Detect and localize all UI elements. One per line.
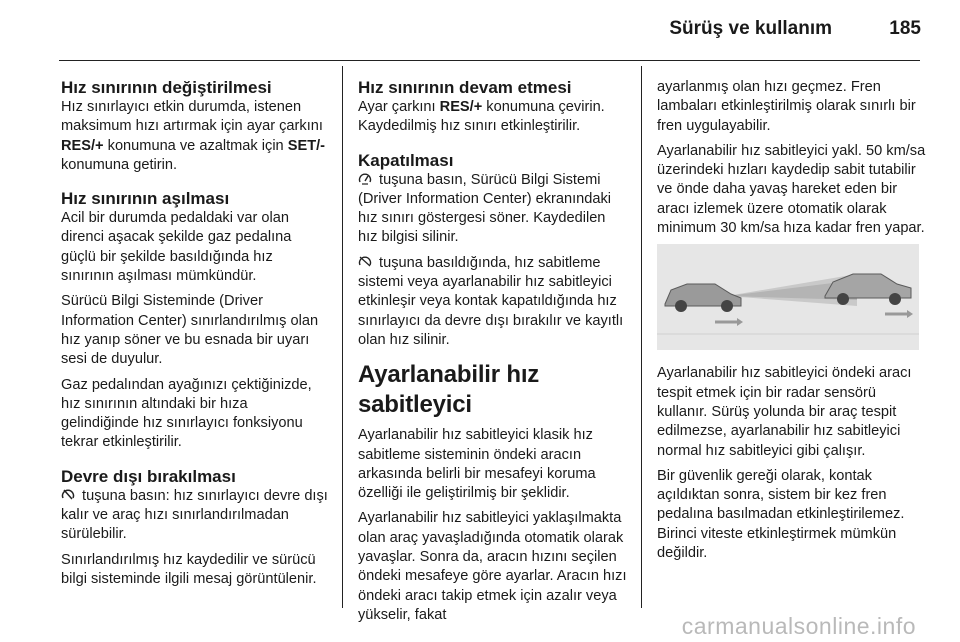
paragraph: Bir güvenlik gereği olarak, kontak açıldıktan sonra, sistem bir kez fren pedalına basılmadan etkinleştirilemez. Birinci viteste etkinleştirmek mümkün değildir. xyxy=(657,467,905,562)
speed-limiter-icon xyxy=(358,172,372,185)
paragraph xyxy=(61,98,329,175)
text: tuşuna basın: hız sınırlayıcı devre dışı kalır ve araç hızı sınırlandırılmadan sürülebilir. xyxy=(61,487,328,543)
text: konumuna çevirin. Kaydedilmiş hız sınırı etkinleştirilir. xyxy=(358,99,605,135)
heading-limit-resume: Hız sınırının devam etmesi xyxy=(358,78,572,97)
text: Hız sınırlayıcı etkin durumda, istenen maksimum hızı artırmak için ayar çarkını xyxy=(61,99,323,135)
heading-limit-exceed: Hız sınırının aşılması xyxy=(61,189,230,209)
speedometer-cancel-icon xyxy=(61,488,75,501)
column-1 xyxy=(61,78,329,595)
text: konumuna getirin. xyxy=(61,156,178,173)
text: Ayar çarkını xyxy=(358,99,440,115)
text-bold: SET/- xyxy=(287,137,326,154)
text-bold: RES/+ xyxy=(61,137,104,154)
paragraph xyxy=(358,171,628,248)
column-2 xyxy=(358,78,628,631)
paragraph: Ayarlanabilir hız sabitleyici klasik hız sabitleme sisteminin öndeki aracın arkasında belirli bir mesafeyi koruma özelliği ile geliştirilmiş bir şeklidir. xyxy=(358,427,596,502)
paragraph xyxy=(358,254,628,350)
column-divider-left xyxy=(342,66,343,608)
column-divider-right xyxy=(641,66,642,608)
cruise-off-icon xyxy=(358,255,372,268)
column-3 xyxy=(657,78,927,569)
paragraph: Gaz pedalından ayağınızı çektiğinizde, hız sınırının altındaki bir hıza gelindiğinde hız sınırlayıcı fonksiyonu tekrar etkinleştirilir. xyxy=(61,376,312,451)
header-rule xyxy=(59,60,920,61)
watermark: carmanualsonline.info xyxy=(681,613,916,639)
page-header-title: Sürüş ve kullanım xyxy=(669,18,832,39)
heading-deactivation: Devre dışı bırakılması xyxy=(61,466,236,486)
paragraph xyxy=(358,98,628,137)
paragraph: Acil bir durumda pedaldaki var olan direnci aşacak şekilde gaz pedalına güçlü bir şekilde basıldığında hız sınırının aşılması mümkündür. xyxy=(61,210,292,285)
radar-illustration xyxy=(657,244,919,350)
paragraph: Ayarlanabilir hız sabitleyici yaklaşılmakta olan araç yavaşladığında otomatik olarak yavaşlar. Sonra da, aracın hızını seçilen öndeki mesafeye göre ayarlar. Aracın hızı öndeki aracı takip etmek için azalır veya yükselir, fakat xyxy=(358,510,627,623)
heading-limit-change: Hız sınırının değiştirilmesi xyxy=(61,78,272,97)
text: tuşuna basıldığında, hız sabitleme sistemi veya ayarlanabilir hız sabitleyici etkinleşir veya kontak kapatıldığında hız sınırlayıcı da devre dışı bırakılır ve kayıtlı olan hız silinir. xyxy=(358,254,624,348)
text: tuşuna basın, Sürücü Bilgi Sistemi (Driver Information Center) ekranındaki hız sınırı göstergesi söner. Kaydedilen hız bilgisi silinir. xyxy=(358,171,612,246)
heading-switch-off: Kapatılması xyxy=(358,150,454,170)
paragraph: Sınırlandırılmış hız kaydedilir ve sürücü bilgi sisteminde ilgili mesaj görüntülenir. xyxy=(61,551,317,587)
paragraph: ayarlanmış olan hızı geçmez. Fren lambaları etkinleştirilmiş olarak sınırlı bir fren uygulayabilir. xyxy=(657,79,916,134)
paragraph: Sürücü Bilgi Sisteminde (Driver Information Center) sınırlandırılmış olan hız yanıp söner ve bu esnada bir uyarı sesi de duyulur. xyxy=(61,293,319,368)
paragraph: Ayarlanabilir hız sabitleyici öndeki aracı tespit etmek için bir radar sensörü kullanır. Sürüş yolunda bir araç tespit edilmezse, ayarlanabilir hız sabitleyici normal hız sabitleyici gibi çalışır. xyxy=(657,365,912,459)
heading-adaptive-cruise: Ayarlanabilir hız sabitleyici xyxy=(358,361,540,419)
paragraph xyxy=(61,487,329,545)
text: konumuna ve azaltmak için xyxy=(103,137,288,154)
paragraph: Ayarlanabilir hız sabitleyici yakl. 50 km/sa üzerindeki hızları kaydedip sabit tutabilir ve önde daha yavaş hareket eden bir aracı izlemek üzere otomatik olarak minimum 30 km/sa hıza kadar fren yapar. xyxy=(657,142,926,237)
text-bold: RES/+ xyxy=(439,99,483,115)
page-number: 185 xyxy=(889,18,921,39)
